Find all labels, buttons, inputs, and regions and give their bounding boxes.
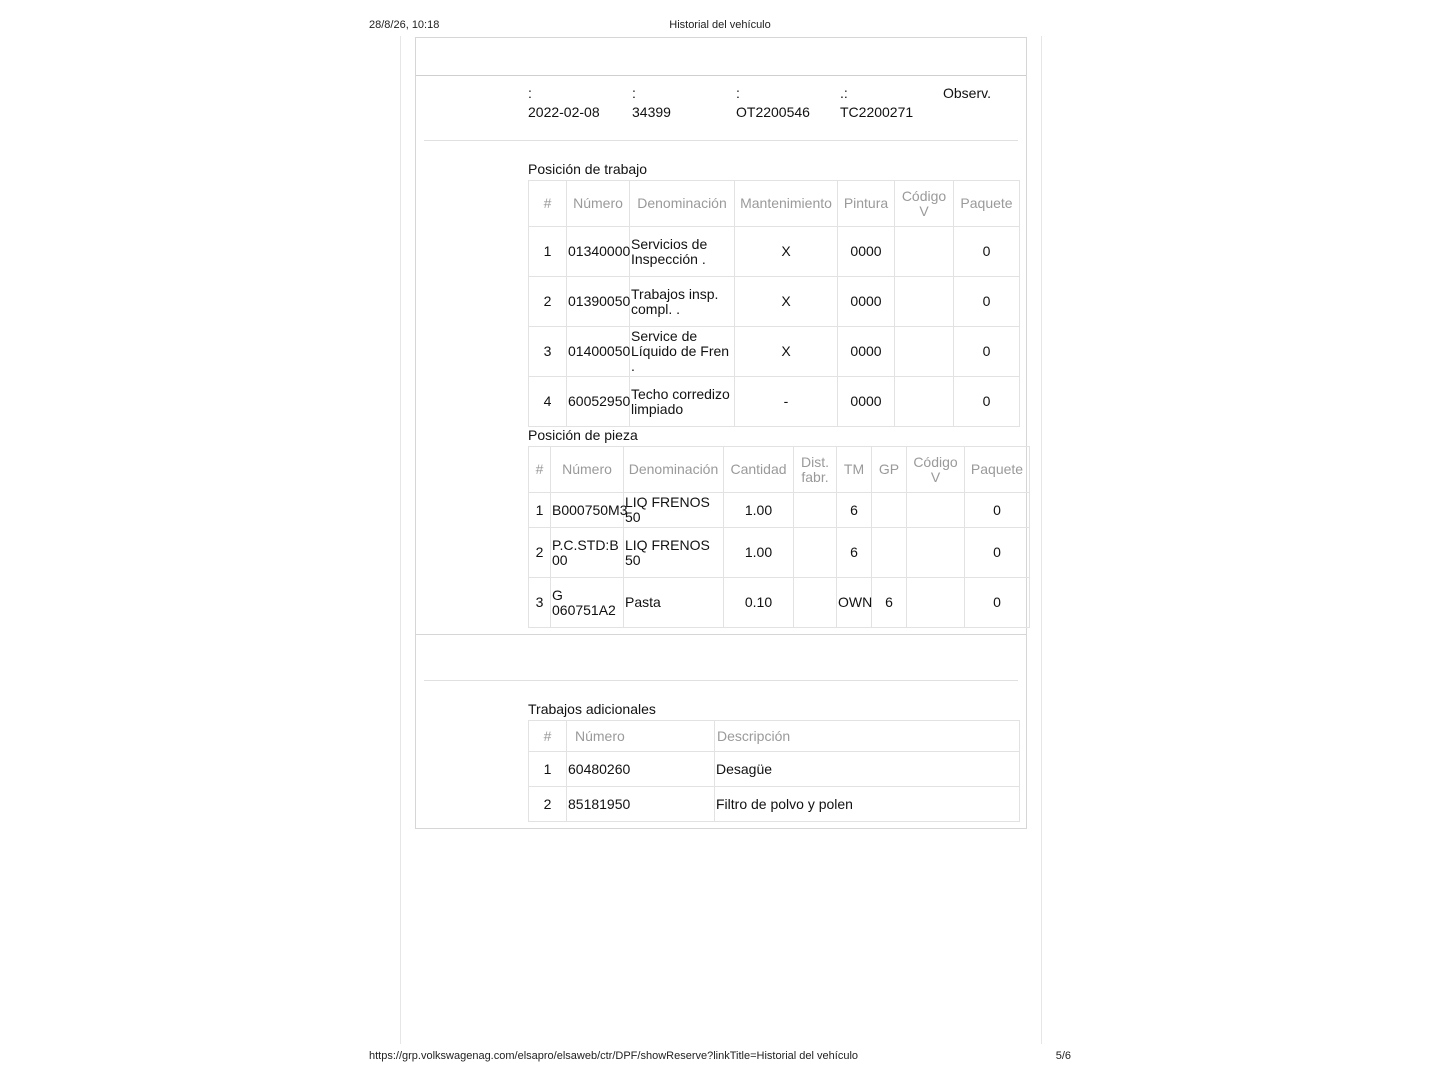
cell-numero: 01400050: [567, 327, 630, 377]
cell-codigo-v: [895, 227, 954, 277]
cell-gp: 6: [872, 578, 907, 628]
record-order-label: :: [736, 85, 740, 101]
cell-paquete: 0: [954, 377, 1020, 427]
col-header-mantenimiento: Mantenimiento: [735, 181, 838, 227]
cell-tm: OWN: [837, 578, 872, 628]
cell-numero: G 060751A2: [551, 578, 624, 628]
col-header-numero: Número: [567, 181, 630, 227]
cell-n: 2: [529, 787, 567, 822]
cell-codigo-v: [895, 377, 954, 427]
record-date-value: 2022-02-08: [528, 104, 600, 120]
record-date: [528, 84, 600, 122]
page-number: 5/6: [1055, 1050, 1071, 1062]
cell-n: 1: [529, 493, 551, 528]
record-mileage-label: :: [632, 85, 636, 101]
col-header-descripcion: Descripción: [715, 721, 1020, 752]
divider: [424, 680, 1018, 681]
cell-mantenimiento: X: [735, 277, 838, 327]
cell-paquete: 0: [954, 277, 1020, 327]
table-row: [529, 493, 1030, 528]
record-ticket: [840, 84, 913, 122]
cell-n: 2: [529, 277, 567, 327]
cell-mantenimiento: X: [735, 227, 838, 277]
cell-denominacion: Servicios de Inspección .: [630, 227, 735, 277]
cell-pintura: 0000: [838, 377, 895, 427]
cell-pintura: 0000: [838, 227, 895, 277]
record-date-label: :: [528, 85, 532, 101]
cell-paquete: 0: [965, 528, 1030, 578]
col-header-numero: Número: [567, 721, 715, 752]
table-header-row: [529, 721, 1020, 752]
table-header-row: [529, 447, 1030, 493]
print-url: https://grp.volkswagenag.com/elsapro/elsaweb/ctr/DPF/showReserve?linkTitle=Historial del vehículo: [369, 1050, 859, 1062]
col-header-codigo-v: Código V: [895, 181, 954, 227]
cell-descripcion: Filtro de polvo y polen: [715, 787, 1020, 822]
card-top-rule: [416, 75, 1026, 76]
vehicle-history-card: [415, 37, 1027, 829]
cell-dist-fabr: [794, 493, 837, 528]
col-header-denominacion: Denominación: [624, 447, 724, 493]
cell-n: 1: [529, 227, 567, 277]
record-observations: [943, 84, 991, 103]
cell-cantidad: 1.00: [724, 493, 794, 528]
table-row: [529, 327, 1020, 377]
print-header: [369, 19, 1071, 33]
part-positions-title: Posición de pieza: [528, 427, 638, 443]
cell-dist-fabr: [794, 578, 837, 628]
cell-codigo-v: [895, 277, 954, 327]
cell-numero: 85181950: [567, 787, 715, 822]
cell-codigo-v: [907, 493, 965, 528]
record-mileage-value: 34399: [632, 104, 671, 120]
cell-numero: 60480260: [567, 752, 715, 787]
col-header-tm: TM: [837, 447, 872, 493]
cell-denominacion: LIQ FRENOS 50: [624, 528, 724, 578]
work-positions-title: Posición de trabajo: [528, 161, 648, 177]
cell-tm: 6: [837, 493, 872, 528]
additional-work-title: Trabajos adicionales: [528, 701, 656, 717]
table-row: [529, 752, 1020, 787]
record-observations-label: Observ.: [943, 85, 991, 101]
table-row: [529, 377, 1020, 427]
col-header-gp: GP: [872, 447, 907, 493]
additional-work-table: [528, 720, 1020, 822]
record-mileage: [632, 84, 671, 122]
cell-n: 2: [529, 528, 551, 578]
cell-mantenimiento: X: [735, 327, 838, 377]
col-header-paquete: Paquete: [954, 181, 1020, 227]
cell-codigo-v: [895, 327, 954, 377]
col-header-pintura: Pintura: [838, 181, 895, 227]
table-row: [529, 277, 1020, 327]
col-header-numero: Número: [551, 447, 624, 493]
cell-n: 3: [529, 578, 551, 628]
record-order: [736, 84, 810, 122]
print-datetime: 28/8/26, 10:18: [369, 19, 440, 31]
col-header-denominacion: Denominación: [630, 181, 735, 227]
col-header-paquete: Paquete: [965, 447, 1030, 493]
card-section-rule: [416, 634, 1026, 635]
cell-pintura: 0000: [838, 327, 895, 377]
print-title: Historial del vehículo: [669, 19, 771, 31]
cell-paquete: 0: [965, 493, 1030, 528]
cell-denominacion: Pasta: [624, 578, 724, 628]
cell-gp: [872, 493, 907, 528]
cell-numero: P.C.STD:B00: [551, 528, 624, 578]
table-row: [529, 227, 1020, 277]
cell-paquete: 0: [965, 578, 1030, 628]
cell-numero: 01390050: [567, 277, 630, 327]
cell-mantenimiento: -: [735, 377, 838, 427]
cell-pintura: 0000: [838, 277, 895, 327]
table-row: [529, 528, 1030, 578]
cell-paquete: 0: [954, 327, 1020, 377]
cell-tm: 6: [837, 528, 872, 578]
cell-cantidad: 1.00: [724, 528, 794, 578]
cell-n: 4: [529, 377, 567, 427]
cell-n: 1: [529, 752, 567, 787]
col-header-dist-fabr: Dist. fabr.: [794, 447, 837, 493]
col-header-codigo-v: Código V: [907, 447, 965, 493]
cell-numero: B000750M3: [551, 493, 624, 528]
work-positions-table: [528, 180, 1020, 427]
cell-codigo-v: [907, 578, 965, 628]
cell-descripcion: Desagüe: [715, 752, 1020, 787]
col-header-cantidad: Cantidad: [724, 447, 794, 493]
cell-denominacion: Techo corredizo limpiado: [630, 377, 735, 427]
cell-numero: 60052950: [567, 377, 630, 427]
col-header-number-sign: #: [529, 447, 551, 493]
table-header-row: [529, 181, 1020, 227]
cell-cantidad: 0.10: [724, 578, 794, 628]
cell-codigo-v: [907, 528, 965, 578]
cell-numero: 01340000: [567, 227, 630, 277]
col-header-number-sign: #: [529, 181, 567, 227]
cell-denominacion: Service de Líquido de Fren .: [630, 327, 735, 377]
cell-paquete: 0: [954, 227, 1020, 277]
col-header-number-sign: #: [529, 721, 567, 752]
part-positions-table: [528, 446, 1030, 628]
record-ticket-value: TC2200271: [840, 104, 914, 120]
cell-denominacion: LIQ FRENOS 50: [624, 493, 724, 528]
cell-n: 3: [529, 327, 567, 377]
cell-denominacion: Trabajos insp. compl. .: [630, 277, 735, 327]
cell-dist-fabr: [794, 528, 837, 578]
record-ticket-label: .:: [840, 85, 848, 101]
cell-gp: [872, 528, 907, 578]
table-row: [529, 787, 1020, 822]
divider: [424, 140, 1018, 141]
record-order-value: OT2200546: [736, 104, 810, 120]
print-footer: [369, 1050, 1071, 1064]
table-row: [529, 578, 1030, 628]
